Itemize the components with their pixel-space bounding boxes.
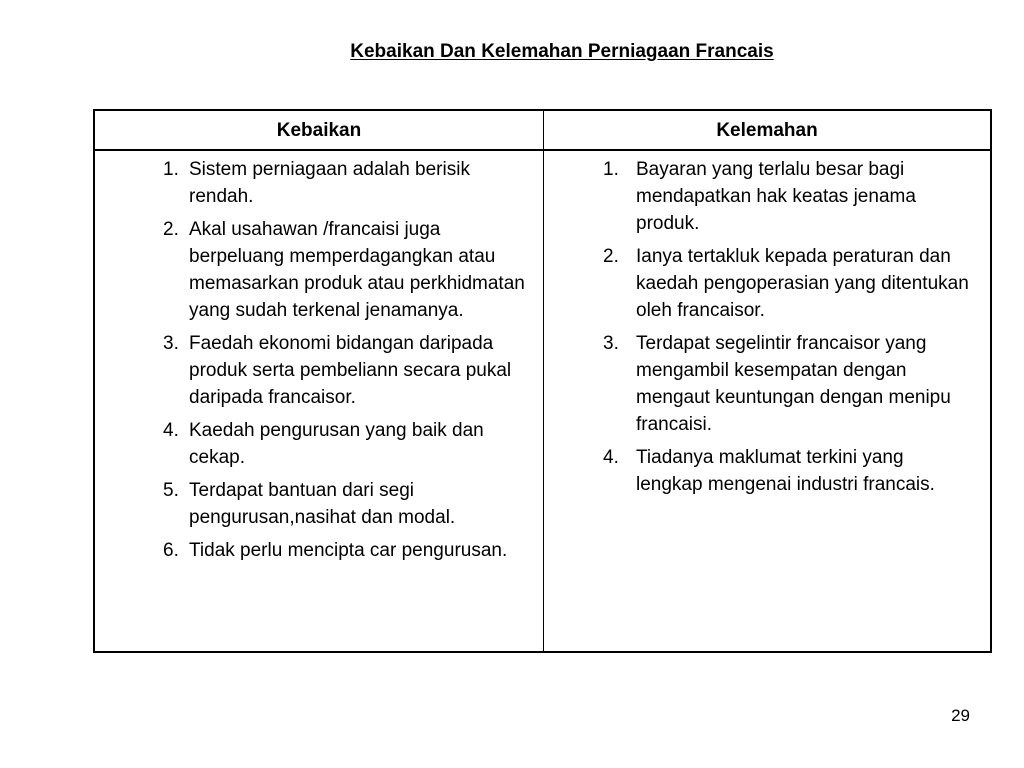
page-number: 29 [951,706,970,725]
item-text: Tidak perlu mencipta car pengurusan. [189,540,508,561]
item-number: 1. [603,159,619,180]
kelemahan-item [603,156,973,237]
kelemahan-item [603,330,973,438]
item-number: 4. [163,420,179,441]
item-number: 3. [163,333,179,354]
slide-title: Kebaikan Dan Kelemahan Perniagaan Francais [350,41,774,62]
item-text: Bayaran yang terlalu besar bagi mendapatkan hak keatas jenama produk. [636,159,916,234]
item-text: Terdapat segelintir francaisor yang mengambil kesempatan dengan mengaut keuntungan dengan menipu francaisi. [636,333,951,435]
item-text: Ianya tertakluk kepada peraturan dan kaedah pengoperasian yang ditentukan oleh francaisor. [636,246,969,321]
kebaikan-list [163,156,533,570]
item-number: 1. [163,159,179,180]
header-kebaikan: Kebaikan [276,120,362,141]
item-number: 4. [603,447,619,468]
item-text: Faedah ekonomi bidangan daripada produk serta pembeliann secara pukal daripada francaisor. [189,333,512,408]
kelemahan-item [603,444,973,498]
kebaikan-item [163,537,533,564]
header-kelemahan: Kelemahan [716,120,818,141]
kebaikan-item [163,216,533,324]
kelemahan-item [603,243,973,324]
item-number: 3. [603,333,619,354]
item-text: Sistem perniagaan adalah berisik rendah. [189,159,470,207]
kebaikan-item [163,477,533,531]
item-number: 2. [603,246,619,267]
kebaikan-item [163,330,533,411]
comparison-table [93,109,992,653]
column-divider [543,111,544,651]
kebaikan-item [163,156,533,210]
item-text: Akal usahawan /francaisi juga berpeluang memperdagangkan atau memasarkan produk atau perkhidmatan yang sudah terkenal jenamanya. [189,219,525,321]
item-text: Kaedah pengurusan yang baik dan cekap. [189,420,484,468]
item-text: Terdapat bantuan dari segi pengurusan,nasihat dan modal. [189,480,456,528]
item-number: 6. [163,540,179,561]
item-text: Tiadanya maklumat terkini yang lengkap mengenai industri francais. [636,447,935,495]
item-number: 5. [163,480,179,501]
item-number: 2. [163,219,179,240]
kelemahan-list [603,156,973,504]
kebaikan-item [163,417,533,471]
header-divider [95,149,990,151]
